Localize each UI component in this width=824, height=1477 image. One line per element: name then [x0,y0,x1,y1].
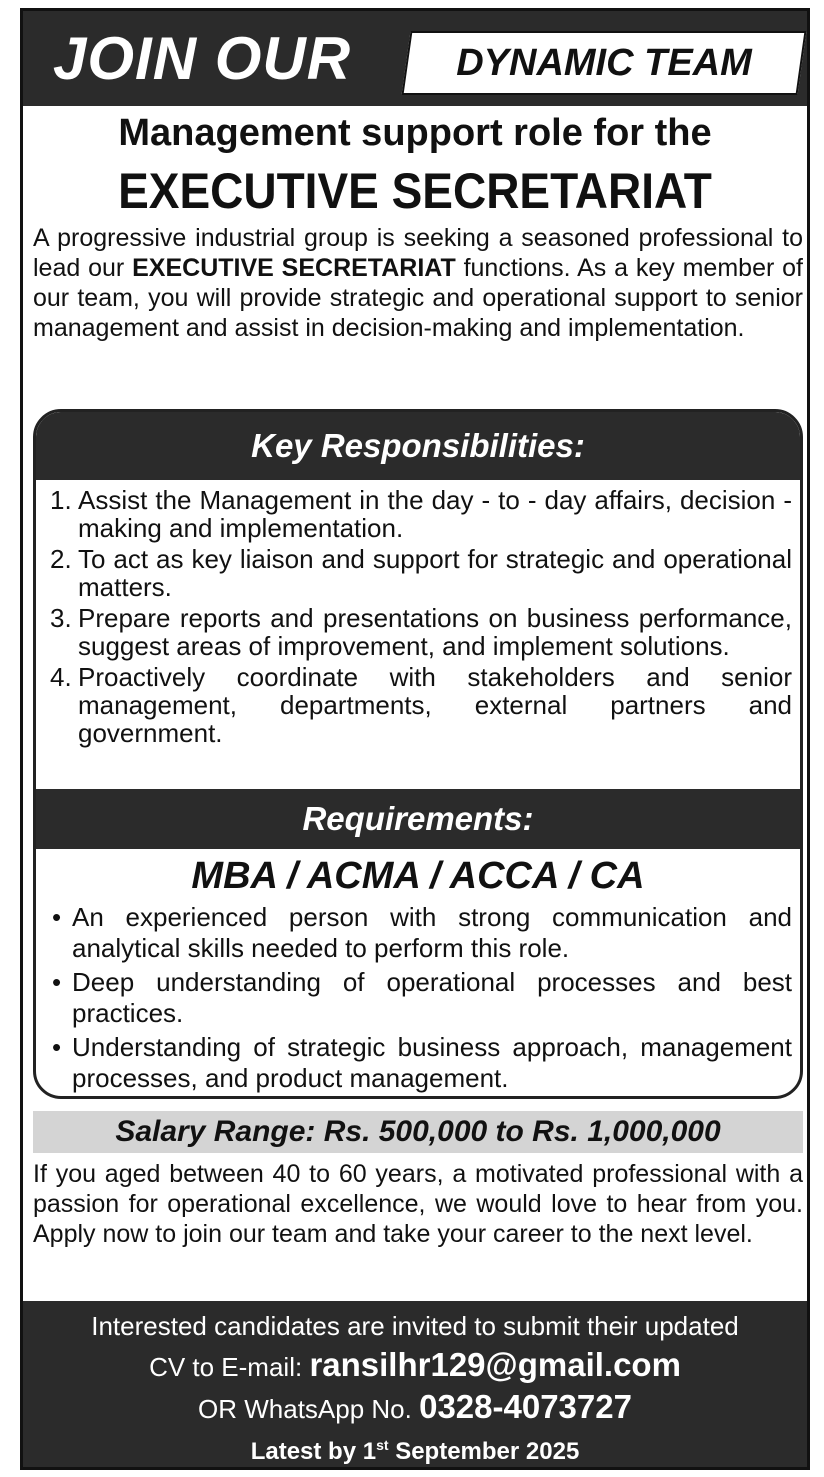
item-number: 4. [50,662,72,692]
deadline-suffix: September 2025 [388,1438,580,1465]
email-line [23,1345,807,1387]
email-label: CV to E-mail: [149,1352,310,1382]
bullet-icon: • [52,1032,62,1062]
email-address[interactable]: ransilhr129@gmail.com [309,1346,681,1383]
bullet-icon: • [52,967,62,997]
deadline-ordinal: st [376,1437,389,1453]
list-item [50,486,792,542]
join-our-heading: JOIN OUR [53,25,352,92]
list-item [50,545,792,601]
dynamic-team-heading: DYNAMIC TEAM [456,42,752,84]
intro-text-part2: functions. As a key member of our team, you will provide strategic and operational support to senior management and assist in decision-making and implementation. [33,254,803,342]
whatsapp-line [23,1387,807,1429]
qualifications-line: MBA / ACMA / ACCA / CA [191,855,645,897]
list-item [50,967,792,1029]
responsibilities-list [50,486,792,750]
item-number: 2. [50,544,72,574]
item-text: Assist the Management in the day - to - day affairs, decision - making and implementation. [78,485,792,543]
closing-paragraph: If you aged between 40 to 60 years, a motivated professional with a passion for operational excellence, we would love to hear from you. Apply now to join our team and take your career to the next level. [33,1160,803,1248]
list-item [50,902,792,964]
list-item [50,604,792,660]
item-text: Prepare reports and presentations on business performance, suggest areas of improvement, and implement solutions. [78,603,792,661]
bullet-icon: • [52,902,62,932]
responsibilities-heading: Key Responsibilities: [36,412,800,480]
role-title: EXECUTIVE SECRETARIAT [118,163,712,219]
list-item [50,1032,792,1094]
item-text: To act as key liaison and support for strategic and operational matters. [78,544,792,602]
requirements-list [50,902,792,1097]
intro-text-part1: A progressive industrial group is seeking a seasoned professional to lead our [33,224,803,282]
item-number: 1. [50,485,72,515]
intro-paragraph [33,223,803,343]
job-advertisement [20,8,810,1470]
item-number: 3. [50,603,72,633]
whatsapp-number[interactable]: 0328-4073727 [419,1388,632,1425]
application-footer [23,1301,807,1467]
submission-instruction: Interested candidates are invited to submit their updated [91,1311,739,1341]
item-text: An experienced person with strong communication and analytical skills needed to perform this role. [72,902,792,963]
item-text: Deep understanding of operational processes and best practices. [72,967,792,1028]
requirements-heading: Requirements: [36,789,800,849]
list-item [50,663,792,747]
whatsapp-label: OR WhatsApp No. [198,1394,420,1424]
deadline [23,1429,807,1468]
role-subtitle: Management support role for the [118,112,712,154]
responsibilities-requirements-panel [33,409,803,1099]
item-text: Proactively coordinate with stakeholders and senior management, departments, external partners and government. [78,662,792,748]
intro-text-bold: EXECUTIVE SECRETARIAT [132,254,456,282]
item-text: Understanding of strategic business approach, management processes, and product management. [72,1032,792,1093]
salary-range: Salary Range: Rs. 500,000 to Rs. 1,000,000 [33,1111,803,1153]
deadline-prefix: Latest by 1 [250,1438,377,1465]
header-banner [23,11,807,106]
